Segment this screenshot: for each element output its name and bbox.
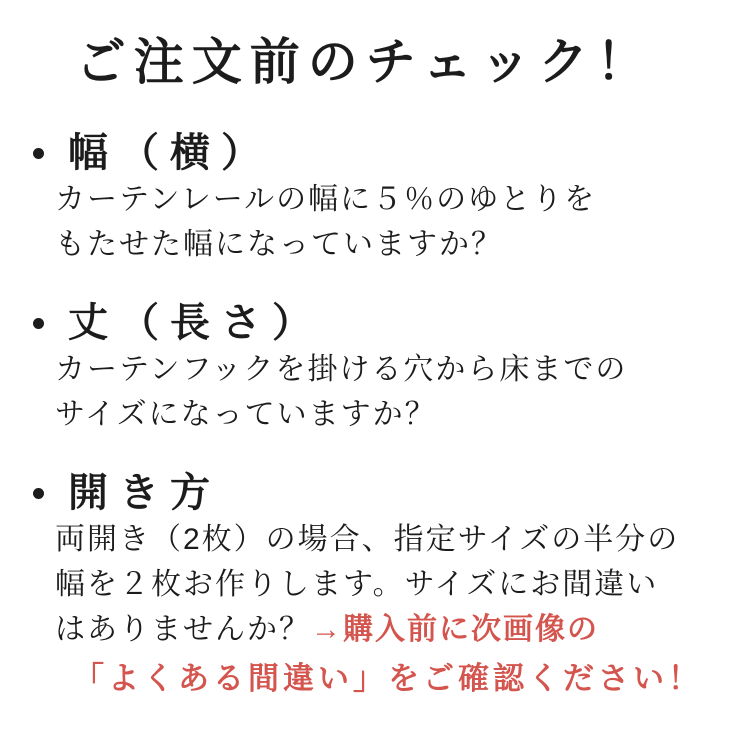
section-opening-style-text-line-1: 両開き（2枚）の場合、指定サイズの半分の: [55, 523, 680, 556]
section-width-text-line-2: もたせた幅になっていますか？: [55, 228, 503, 261]
section-length: [0, 299, 730, 437]
section-width-heading: 幅（横）: [68, 131, 272, 175]
question-text: はありませんか？: [55, 613, 311, 646]
section-opening-style: [0, 469, 730, 702]
section-width: [0, 129, 730, 267]
section-width-text-line-1: カーテンレールの幅に５％のゆとりを: [55, 183, 597, 216]
section-width-heading-row: [0, 129, 730, 177]
bullet-dot-icon: [33, 488, 44, 499]
warning-arrow-text: →購入前に次画像の: [311, 613, 599, 646]
section-length-text-line-1: カーテンフックを掛ける穴から床までの: [55, 353, 628, 386]
section-opening-style-text-line-2: 幅を２枚お作りします。サイズにお間違い: [55, 568, 659, 601]
section-length-text-line-2: サイズになっていますか？: [55, 398, 437, 431]
section-length-heading-row: [0, 299, 730, 347]
bullet-dot-icon: [33, 148, 44, 159]
section-opening-style-text-line-3: [55, 607, 730, 652]
warning-confirm-text: 「よくある間違い」をご確認ください！: [73, 661, 703, 696]
page-title: ご注文前のチェック！: [75, 34, 655, 90]
section-length-heading: 丈（長さ）: [68, 301, 323, 345]
section-opening-style-heading: 開き方: [68, 471, 221, 515]
bullet-dot-icon: [33, 318, 44, 329]
section-opening-style-heading-row: [0, 469, 730, 517]
